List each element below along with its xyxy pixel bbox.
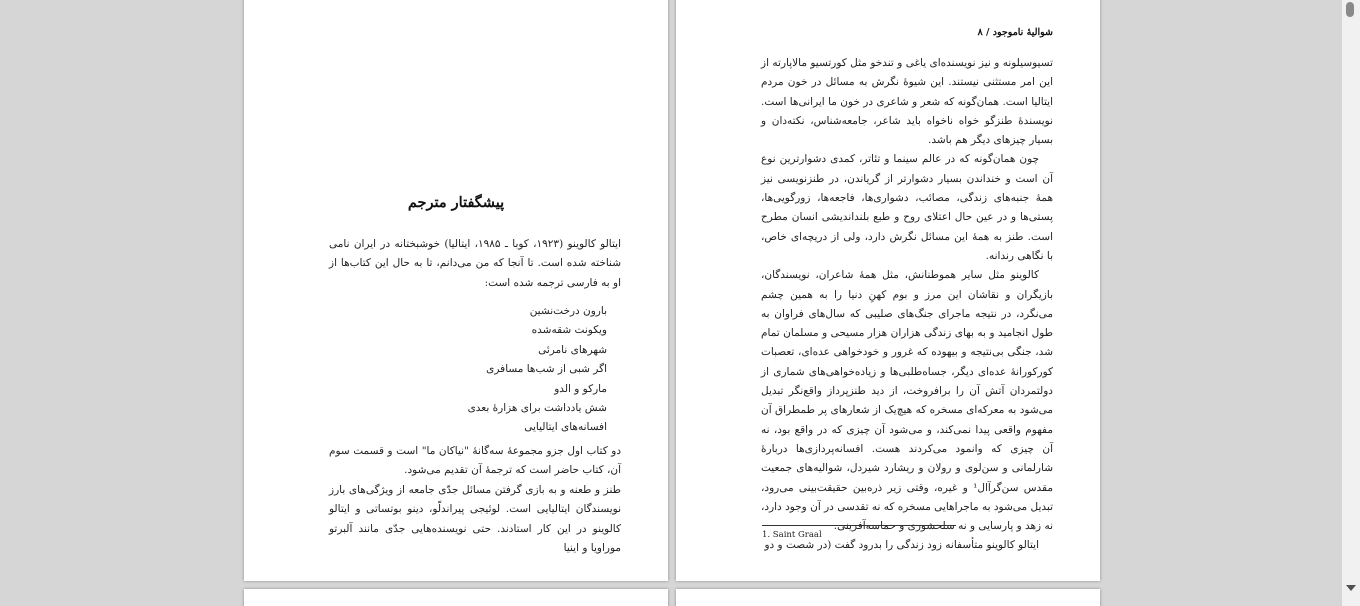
book-item: ویکونت شقه‌شده	[531, 324, 607, 337]
book-item: بارون درخت‌نشین	[529, 305, 607, 317]
page-right	[676, 0, 1100, 581]
footnote-rule	[762, 525, 956, 526]
body-paragraph: تسیوسیلونه و نیز نویسنده‌ای یاغی و تندخو مثل کورتسیو مالاپارته از این امر مستثنی نیستند. این شیوهٔ نگرش به مسائل در خون مردم ایتالیا است. همان‌گونه که شعر و شاعری در خون ما ایرانی‌ها است. نویسندهٔ طنزگو خواه ناخواه باید شاعر، جامعه‌شناس، نکته‌دان و بسیار چیزهای دیگر هم باشد.	[761, 57, 1053, 147]
running-head: شوالیهٔ ناموجود / ۸	[977, 27, 1053, 38]
next-page-right	[676, 589, 1100, 606]
book-item: افسانه‌های ایتالیایی	[524, 421, 607, 434]
body-paragraph: کالوینو مثل سایر هموطنانش، مثل همهٔ شاعران، نویسندگان، بازیگران و نقاشان این مرز و بوم کهنِ دنیا را به همین چشم می‌نگرد، در نتیجه ماجرای جنگ‌های صلیبی که سال‌های فراوان به طول انجامید و به بهای زندگی هزاران هزار مسیحی و مسلمان تمام شد، جنگی بی‌نتیجه و بیهوده که غرور و خودخواهی عده‌ای، تعصبات کورکورانهٔ عده‌ای دیگر، جساه‌طلبی‌ها و زیاده‌خواهی‌های شماری از دولتمردان آتش آن را برافروخت، از دید طنزپرداز واقع‌نگر تبدیل می‌شود به معرکه‌ای مسخره که هیچ‌یک از شعارهای پر طمطراق آن مفهوم واقعی پیدا نمی‌کند، و می‌شود آن چیزی که در واقع بود، نه آن چیزی که وانمود می‌کردند هست. افسانه‌پردازی‌ها دربارهٔ شارلمانی و سن‌لوی و رولان و ریشارد شیردل، شوالیه‌های جمعیت مقدس سن‌گرآال¹ و غیره، وقتی زیر ذره‌بین حقیقت‌بینی می‌رود، تبدیل می‌شود به ماجراهایی مسخره که نه تقدسی در آن وجود دارد، نه زهد و پارسایی و نه سلحشوری و حماسه‌آفرینی.	[761, 269, 1053, 533]
page-left	[244, 0, 668, 581]
next-page-left	[244, 589, 668, 606]
book-item: شش یادداشت برای هزارهٔ بعدی	[467, 402, 607, 415]
scrollbar-thumb[interactable]	[1346, 2, 1354, 17]
page-title: پیشگفتار مترجم	[407, 194, 505, 211]
satire-paragraph: طنز و طعنه و به بازی گرفتن مسائل جدّی جامعه از ویژگی‌های بارز نویسندگان ایتالیایی است. لوئیجی پیراندلّو، دینو بوتساتی و ایتالو کالوینو در این کار استادند. حتی نویسنده‌هایی جدّی مانند آلبرتو موراویا و اینیا	[329, 484, 621, 554]
footnote: 1. Saint Graal	[762, 530, 822, 540]
intro-paragraph: ایتالو کالوینو (۱۹۲۳، کوبا ـ ۱۹۸۵، ایتالیا) خوشبختانه در ایران نامی شناخته شده است. تا آنجا که من می‌دانم، تا به حال این کتاب‌ها از او به فارسی ترجمه شده است:	[329, 238, 621, 289]
book-list	[329, 302, 607, 438]
book-item: اگر شبی از شب‌ها مسافری	[486, 363, 607, 376]
book-item: مارکو و الدو	[554, 382, 607, 395]
book-item: شهرهای نامرئی	[538, 343, 607, 356]
scroll-down-arrow-icon[interactable]	[1346, 585, 1356, 591]
body-paragraph: چون همان‌گونه که در عالم سینما و تئاتر، کمدی دشوارترین نوع آن است و خنداندن بسیار دشوارتر از گریاندن، در طنزنویسی نیز همهٔ جنبه‌های زندگی، مصائب، دشواری‌ها، فاجعه‌ها، زورگویی‌ها، پستی‌ها و در عین حال اعتلای روح و طبع بلنداندیشی انسان مطرح است. طنز به همهٔ این مسائل نگرش دارد، ولی از دریچه‌ای خاص، با نگاهی رندانه.	[761, 153, 1053, 262]
vertical-scrollbar[interactable]	[1342, 0, 1360, 606]
trilogy-paragraph: دو کتاب اول جزو مجموعهٔ سه‌گانهٔ "نیاکان ما" است و قسمت سوم آن، کتاب حاضر است که ترجمهٔ آن تقدیم می‌شود.	[329, 445, 621, 477]
body-paragraph: ایتالو کالوینو متأسفانه زود زندگی را بدرود گفت (در شصت و دو	[764, 539, 1039, 552]
page-body	[761, 54, 1053, 556]
